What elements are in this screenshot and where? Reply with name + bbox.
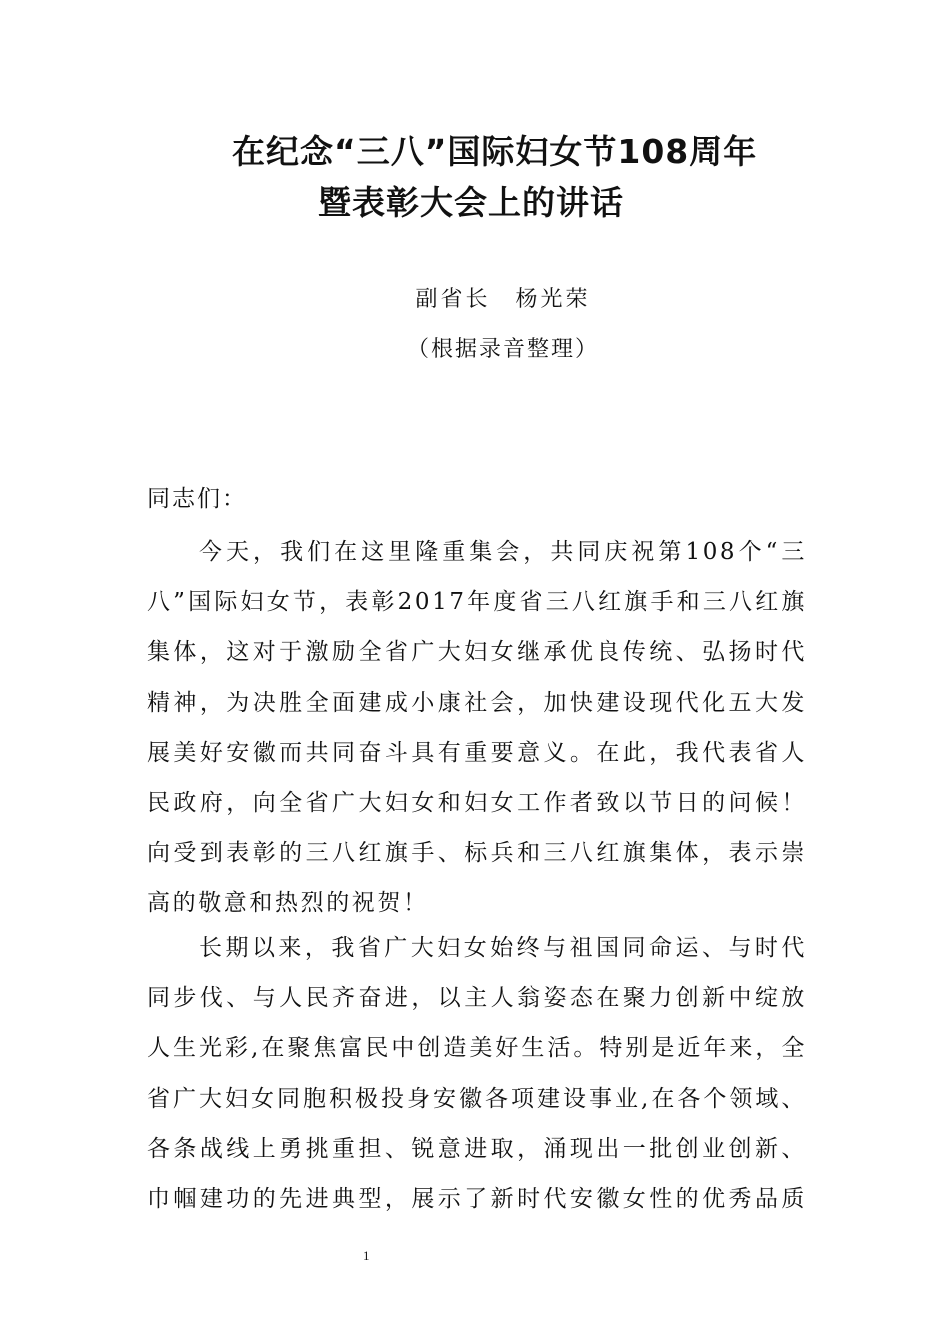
paragraph-1 [147, 527, 807, 929]
paragraph-line: 今天，我们在这里隆重集会，共同庆祝第108个“三 [199, 539, 807, 565]
paragraph-line: 展美好安徽而共同奋斗具有重要意义。在此，我代表省人 [147, 739, 807, 766]
salutation: 同志们： [147, 486, 247, 512]
paragraph-line: 向受到表彰的三八红旗手、标兵和三八红旗集体，表示崇 [147, 840, 807, 867]
paragraph-line: 省广大妇女同胞积极投身安徽各项建设事业,在各个领域、 [147, 1085, 807, 1112]
paragraph-line: 长期以来，我省广大妇女始终与祖国同命运、与时代 [199, 935, 807, 961]
paragraph-line: 民政府，向全省广大妇女和妇女工作者致以节日的问候！ [147, 789, 807, 816]
paragraph-line: 巾帼建功的先进典型，展示了新时代安徽女性的优秀品质 [147, 1185, 807, 1212]
paragraph-line: 同步伐、与人民齐奋进，以主人翁姿态在聚力创新中绽放 [147, 985, 807, 1012]
paragraph-line: 各条战线上勇挑重担、锐意进取，涌现出一批创业创新、 [147, 1135, 807, 1162]
author-line: 副省长 杨光荣 [415, 287, 591, 312]
paragraph-line: 八”国际妇女节，表彰2017年度省三八红旗手和三八红旗 [147, 589, 807, 616]
paragraph-line: 集体，这对于激励全省广大妇女继承优良传统、弘扬时代 [147, 639, 807, 666]
paragraph-line: 精神，为决胜全面建成小康社会，加快建设现代化五大发 [147, 689, 807, 716]
page-number: 1 [363, 1248, 370, 1263]
title-line-2: 暨表彰大会上的讲话 [318, 183, 624, 222]
title-line-1: 在纪念“三八”国际妇女节108周年 [232, 132, 758, 171]
paragraph-line: 人生光彩,在聚焦富民中创造美好生活。特别是近年来，全 [147, 1035, 807, 1062]
transcription-note: （根据录音整理） [406, 337, 599, 362]
paragraph-2 [147, 923, 807, 1224]
paragraph-line: 高的敬意和热烈的祝贺！ [147, 890, 429, 917]
